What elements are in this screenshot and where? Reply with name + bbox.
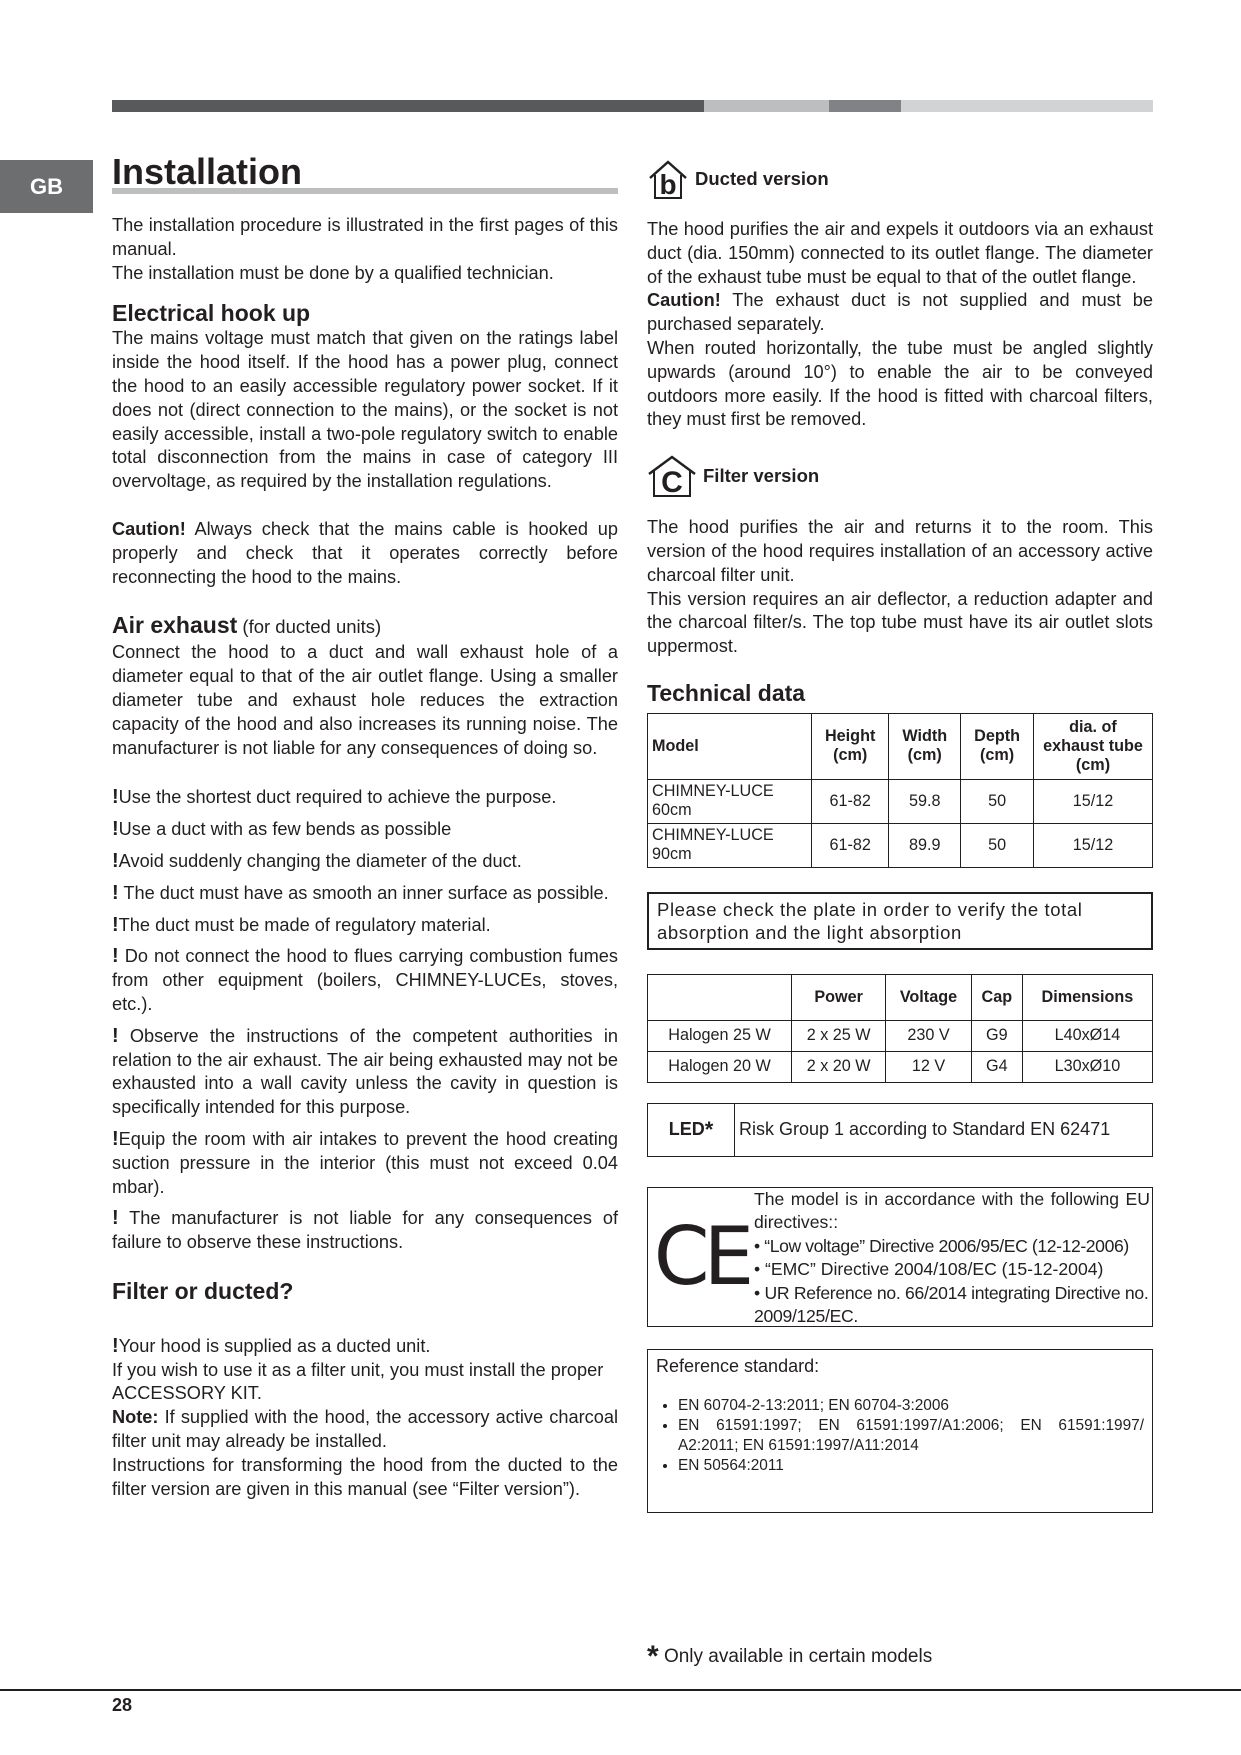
- warning-mark: !: [112, 786, 119, 809]
- top-bar-light-2: [901, 100, 1153, 112]
- led-box: [647, 1103, 1153, 1157]
- list-item: [112, 1128, 618, 1199]
- list-item-text: Equip the room with air intakes to prevent the hood creating suction pressure in the interior (this must not exceed 0.04 mbar).: [112, 1128, 618, 1197]
- ducted-caution: [647, 289, 1153, 337]
- air-exhaust-subtitle: (for ducted units): [237, 616, 382, 638]
- ducted-paragraph-1: The hood purifies the air and expels it outdoors via an exhaust duct (dia. 150mm) connected to its outlet flange. The diameter of the exhaust tube must be equal to that of the outlet flange.: [647, 219, 1153, 287]
- footnote-star: *: [647, 1640, 659, 1673]
- electrical-body: The mains voltage must match that given on the ratings label inside the hood itself. If the hood has a power plug, connect the hood to an easily accessible regulatory power socket. If it does not (direct connection to the mains), or the socket is not easily accessible, install a two-pole regulatory switch to enable total disconnection from the mains in case of category III overvoltage, as required by the installation regulations.: [112, 328, 618, 492]
- reference-standard-box: [647, 1349, 1153, 1513]
- ducted-house-icon: [647, 158, 689, 200]
- list-item-text: The manufacturer is not liable for any consequences of failure to observe these instructions.: [112, 1208, 618, 1253]
- list-item: [112, 818, 618, 842]
- filter-or-ducted-line-1: [112, 1335, 618, 1359]
- led-text: Risk Group 1 according to Standard EN 62471: [739, 1119, 1111, 1140]
- footnote: [647, 1640, 932, 1674]
- list-item-text: The duct must have as smooth an inner surface as possible.: [118, 882, 609, 903]
- air-exhaust-body: Connect the hood to a duct and wall exhaust hole of a diameter equal to that of the air outlet flange. Using a smaller diameter tube and exhaust hole reduces the extraction capacity of the hood and also increases its running noise. The manufacturer is not liable for any consequences of doing so.: [112, 642, 618, 758]
- ce-intro: The model is in accordance with the following EU directives::: [754, 1188, 1150, 1233]
- top-bar-mid: [829, 100, 901, 112]
- left-column: [112, 150, 618, 1501]
- ce-mark-cell: [648, 1188, 754, 1326]
- line-text: Your hood is supplied as a ducted unit.: [118, 1335, 431, 1356]
- technical-data-heading: Technical data: [647, 679, 806, 706]
- table-cell: 50: [961, 823, 1034, 867]
- table-cell: CHIMNEY-LUCE 60cm: [648, 779, 812, 823]
- warning-mark: !: [112, 1207, 119, 1230]
- table-cell: CHIMNEY-LUCE 90cm: [648, 823, 812, 867]
- intro-paragraph-2: The installation must be done by a qualified technician.: [112, 262, 554, 283]
- right-column: [647, 158, 1153, 1513]
- page-title: Installation: [112, 151, 303, 192]
- list-item-text: Do not connect the hood to flues carrying combustion fumes from other equipment (boilers, CHIMNEY-LUCEs, stoves, etc.).: [112, 946, 618, 1014]
- warning-mark: !: [112, 849, 119, 872]
- ducted-icon-letter: b: [659, 169, 677, 200]
- filter-heading-label: Filter version: [703, 465, 820, 487]
- table-header-row: [648, 713, 1153, 779]
- footer-rule: [0, 1689, 1241, 1691]
- table-cell: L30xØ10: [1022, 1051, 1152, 1082]
- filter-or-ducted-line-3: Instructions for transforming the hood from the ducted to the filter version are given in this manual (see “Filter version”).: [112, 1454, 618, 1499]
- filter-house-icon: [647, 454, 697, 498]
- caution-label: Caution!: [112, 518, 186, 539]
- table-header: Dimensions: [1022, 974, 1152, 1020]
- ce-box: [647, 1187, 1153, 1327]
- filter-or-ducted-line-2: If you wish to use it as a filter unit, you must install the proper ACCESSORY KIT.: [112, 1359, 604, 1404]
- warning-mark: !: [112, 1334, 119, 1357]
- warning-mark: !: [112, 881, 119, 904]
- table-cell: 61-82: [812, 823, 889, 867]
- table-header: Cap: [971, 974, 1022, 1020]
- table-cell: 2 x 25 W: [792, 1020, 886, 1051]
- filter-paragraph-1: The hood purifies the air and returns it to the room. This version of the hood requires installation of an accessory active charcoal filter unit.: [647, 517, 1153, 585]
- table-cell: 59.8: [889, 779, 961, 823]
- plate-note-box: [647, 892, 1153, 950]
- caution-text: Always check that the mains cable is hooked up properly and check that it operates correctly before reconnecting the hood to the mains.: [112, 518, 618, 587]
- top-bar-dark: [112, 100, 704, 112]
- note-label: Note:: [112, 1407, 159, 1428]
- table-header: Width (cm): [889, 713, 961, 779]
- table-cell: 50: [961, 779, 1034, 823]
- list-item-text: Avoid suddenly changing the diameter of the duct.: [118, 850, 522, 871]
- warning-mark: !: [112, 1127, 119, 1150]
- ce-item: • UR Reference no. 66/2014 integrating Directive no. 2009/125/EC.: [754, 1282, 1149, 1327]
- warning-mark: !: [112, 818, 119, 841]
- ducted-heading: [647, 158, 1153, 200]
- page-number: 28: [112, 1695, 133, 1715]
- caution-text: The exhaust duct is not supplied and must be purchased separately.: [647, 290, 1153, 335]
- top-bar-light: [704, 100, 829, 112]
- list-item: [112, 1207, 618, 1255]
- caution-label: Caution!: [647, 290, 721, 311]
- reference-item: • EN 50564:2011: [678, 1456, 1144, 1476]
- list-item: [112, 882, 618, 906]
- table-header: Voltage: [886, 974, 972, 1020]
- filter-or-ducted-heading: Filter or ducted?: [112, 1277, 294, 1304]
- table-cell: L40xØ14: [1022, 1020, 1152, 1051]
- ce-mark-icon: CE: [653, 1210, 749, 1304]
- ducted-paragraph-2: When routed horizontally, the tube must be angled slightly upwards (around 10°) to enable the air to be conveyed outdoors more easily. If the hood is fitted with charcoal filters, they must first be removed.: [647, 337, 1153, 430]
- table-header: Power: [792, 974, 886, 1020]
- table-cell: 15/12: [1034, 779, 1153, 823]
- list-item: [112, 914, 618, 938]
- table-cell: 12 V: [886, 1051, 972, 1082]
- filter-or-ducted-note: [112, 1406, 618, 1454]
- table-cell: 2 x 20 W: [792, 1051, 886, 1082]
- list-item-text: Use a duct with as few bends as possible: [118, 819, 452, 840]
- reference-title: Reference standard:: [656, 1355, 820, 1376]
- table-header-row: [648, 974, 1153, 1020]
- warning-mark: !: [112, 945, 119, 968]
- ce-item: • “EMC” Directive 2004/108/EC (15-12-2004): [754, 1259, 1104, 1280]
- list-item-text: The duct must be made of regulatory material.: [118, 914, 491, 935]
- table-cell: Halogen 25 W: [648, 1020, 792, 1051]
- footnote-text: Only available in certain models: [658, 1646, 933, 1668]
- intro-paragraph-1: The installation procedure is illustrated in the first pages of this manual.: [112, 215, 618, 259]
- reference-item: • EN 60704-2-13:2011; EN 60704-3:2006: [678, 1396, 1144, 1416]
- table-row: [648, 823, 1153, 867]
- table-cell: 89.9: [889, 823, 961, 867]
- table-cell: 15/12: [1034, 823, 1153, 867]
- table-cell: 230 V: [886, 1020, 972, 1051]
- ducted-heading-label: Ducted version: [695, 168, 829, 189]
- led-label: LED: [668, 1119, 705, 1140]
- air-exhaust-list: [112, 786, 618, 1255]
- table-header: Model: [648, 713, 812, 779]
- list-item: [112, 786, 618, 810]
- plate-note-text: Please check the plate in order to verify the total absorption and the light absorption: [657, 898, 1083, 943]
- warning-mark: !: [112, 1024, 119, 1047]
- technical-data-table: [647, 713, 1153, 868]
- list-item: [112, 1025, 618, 1120]
- table-cell: 61-82: [812, 779, 889, 823]
- table-cell: G4: [971, 1051, 1022, 1082]
- list-item-text: Use the shortest duct required to achieve the purpose.: [118, 787, 557, 808]
- electrical-heading: Electrical hook up: [112, 300, 311, 327]
- table-header: Depth (cm): [961, 713, 1034, 779]
- led-label-cell: [648, 1104, 735, 1156]
- language-tab: [0, 160, 93, 213]
- filter-heading: [647, 454, 1153, 498]
- list-item: [112, 850, 618, 874]
- led-star: *: [704, 1116, 714, 1142]
- table-row: [648, 779, 1153, 823]
- filter-paragraph-2: This version requires an air deflector, a reduction adapter and the charcoal filter/s. The top tube must have its air outlet slots uppermost.: [647, 588, 1153, 657]
- list-item-text: Observe the instructions of the competent authorities in relation to the air exhaust. The air being exhausted may not be exhausted into a wall cavity unless the cavity in question is specifically intended for this purpose.: [112, 1025, 618, 1118]
- reference-list: [656, 1396, 1144, 1476]
- list-item: [112, 945, 618, 1016]
- warning-mark: !: [112, 913, 119, 936]
- table-header: dia. of exhaust tube (cm): [1034, 713, 1153, 779]
- table-header: Height (cm): [812, 713, 889, 779]
- table-cell: Halogen 20 W: [648, 1051, 792, 1082]
- ce-text-cell: [754, 1188, 1152, 1326]
- led-text-cell: [735, 1104, 1152, 1156]
- table-row: [648, 1051, 1153, 1082]
- ce-item: • “Low voltage” Directive 2006/95/EC (12-12-2006): [754, 1235, 1129, 1256]
- electrical-caution: [112, 518, 618, 589]
- lamps-table: [647, 974, 1153, 1083]
- reference-item: • EN 61591:1997; EN 61591:1997/A1:2006; EN 61591:1997/ A2:2011; EN 61591:1997/A11:2014: [678, 1416, 1144, 1456]
- language-tab-label: GB: [30, 173, 63, 199]
- air-exhaust-title: Air exhaust: [112, 612, 238, 639]
- table-cell: G9: [971, 1020, 1022, 1051]
- table-row: [648, 1020, 1153, 1051]
- table-header: [648, 974, 792, 1020]
- air-exhaust-heading: [112, 611, 618, 641]
- note-text: If supplied with the hood, the accessory active charcoal filter unit may already be installed.: [112, 1407, 618, 1452]
- filter-icon-letter: C: [661, 466, 683, 499]
